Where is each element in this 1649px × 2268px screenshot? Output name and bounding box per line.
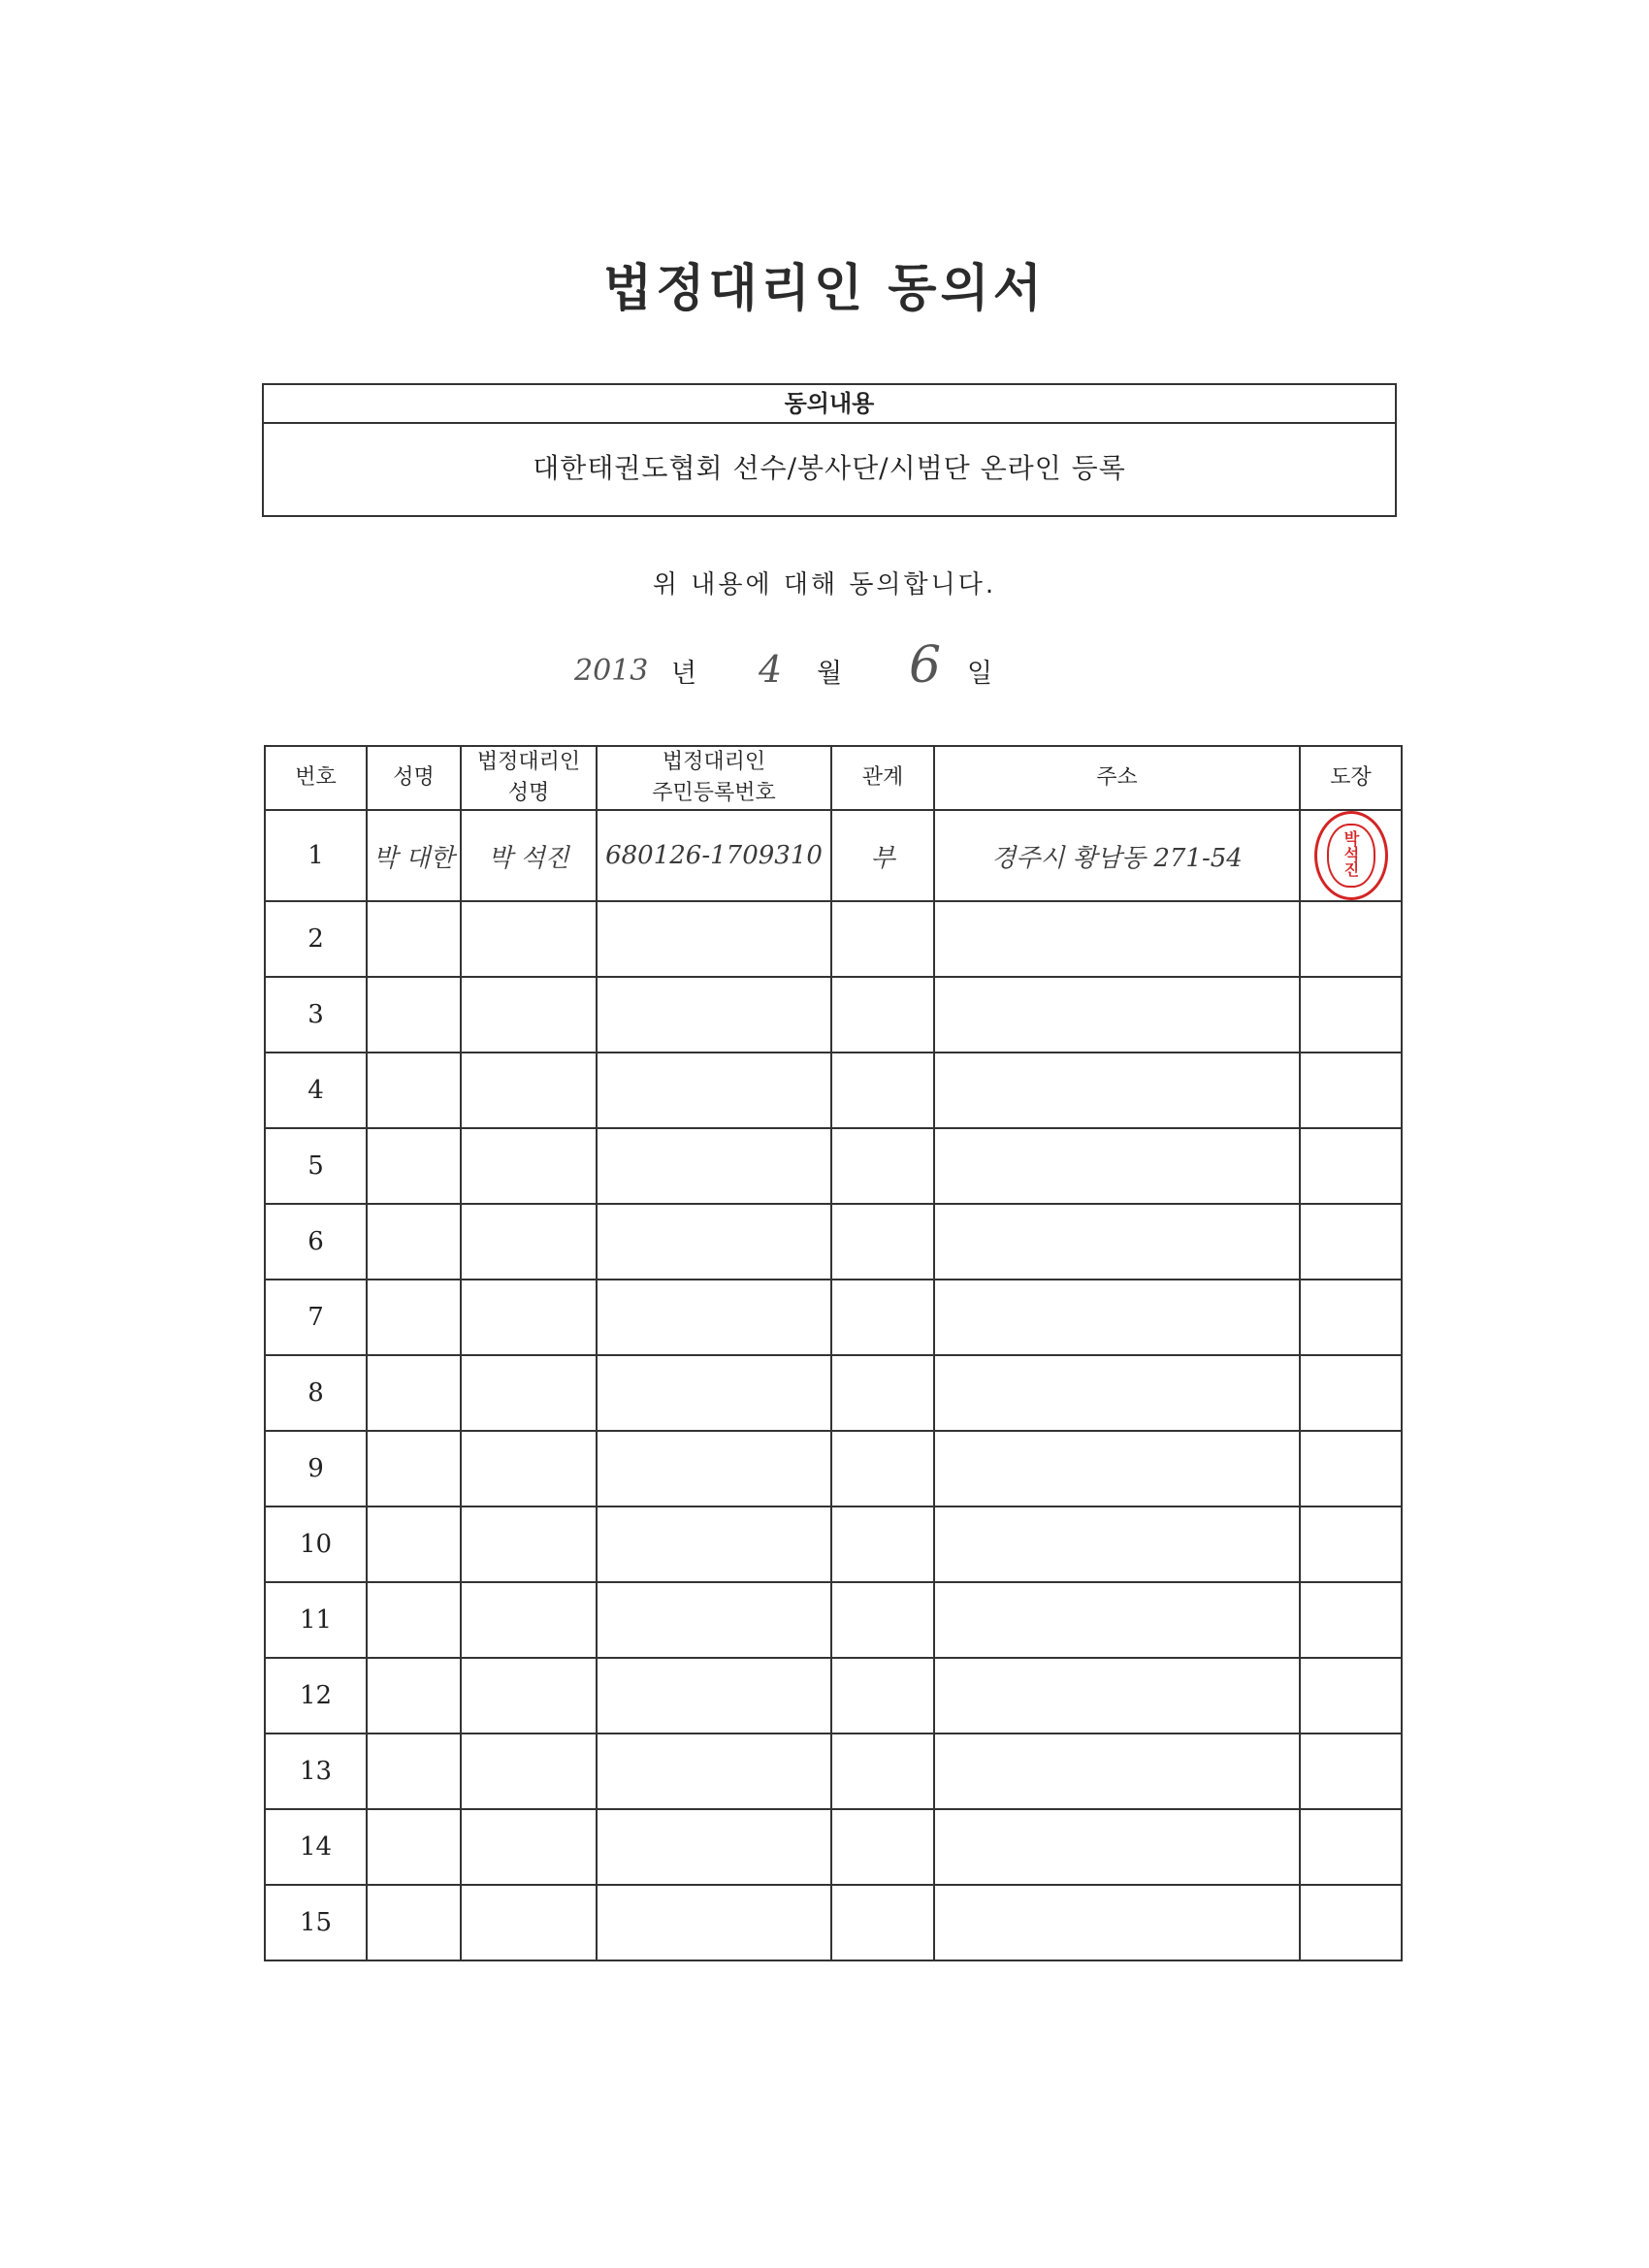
cell-guardian-name <box>461 1431 597 1507</box>
cell-guardian-id <box>597 1507 831 1582</box>
table-row <box>265 1355 1402 1431</box>
cell-name <box>367 1582 461 1658</box>
cell-name <box>367 1809 461 1885</box>
header-guardian-id-label: 법정대리인 주민등록번호 <box>652 750 776 805</box>
cell-address <box>934 1733 1300 1809</box>
cell-relation <box>831 1885 934 1960</box>
cell-name <box>367 1280 461 1355</box>
cell-address <box>934 1582 1300 1658</box>
cell-no: 9 <box>265 1431 367 1507</box>
table-row <box>265 1280 1402 1355</box>
cell-guardian-id <box>597 1053 831 1128</box>
cell-name <box>367 1885 461 1960</box>
cell-seal <box>1300 1658 1402 1733</box>
table-row <box>265 1809 1402 1885</box>
cell-guardian-name <box>461 1658 597 1733</box>
cell-seal <box>1300 1733 1402 1809</box>
date-year-handwritten: 2013 <box>574 654 649 688</box>
header-guardian-name-label: 법정대리인 성명 <box>476 750 581 805</box>
cell-guardian-id <box>597 1809 831 1885</box>
cell-seal <box>1300 1204 1402 1280</box>
header-address <box>934 746 1300 810</box>
cell-address <box>934 1658 1300 1733</box>
cell-no: 2 <box>265 901 367 977</box>
header-guardian-id <box>597 746 831 810</box>
cell-address <box>934 1507 1300 1582</box>
cell-guardian-name <box>461 1128 597 1204</box>
cell-address <box>934 1809 1300 1885</box>
cell-seal <box>1300 1507 1402 1582</box>
table-row <box>265 977 1402 1053</box>
header-no-label: 번호 <box>295 765 337 790</box>
header-relation <box>831 746 934 810</box>
cell-address <box>934 1431 1300 1507</box>
cell-no: 3 <box>265 977 367 1053</box>
cell-name <box>367 901 461 977</box>
header-address-label: 주소 <box>1096 765 1138 790</box>
cell-name <box>367 1204 461 1280</box>
cell-no: 14 <box>265 1809 367 1885</box>
cell-guardian-name <box>461 1053 597 1128</box>
cell-guardian-name <box>461 1280 597 1355</box>
cell-guardian-id <box>597 1280 831 1355</box>
cell-address <box>934 1280 1300 1355</box>
table-row <box>265 1204 1402 1280</box>
guardian-table <box>264 745 1403 1961</box>
table-row <box>265 1507 1402 1582</box>
cell-relation <box>831 1733 934 1809</box>
cell-guardian-name <box>461 901 597 977</box>
cell-name <box>367 977 461 1053</box>
header-seal <box>1300 746 1402 810</box>
cell-guardian-name <box>461 1885 597 1960</box>
cell-relation <box>831 977 934 1053</box>
header-name <box>367 746 461 810</box>
cell-seal <box>1300 1128 1402 1204</box>
cell-guardian-id <box>597 1658 831 1733</box>
cell-relation <box>831 1809 934 1885</box>
cell-guardian-name <box>461 1355 597 1431</box>
table-row <box>265 1053 1402 1128</box>
table-row <box>265 1582 1402 1658</box>
cell-guardian-name <box>461 977 597 1053</box>
cell-address <box>934 1885 1300 1960</box>
cell-address <box>934 977 1300 1053</box>
cell-name <box>367 1431 461 1507</box>
cell-no: 15 <box>265 1885 367 1960</box>
consent-content-box <box>262 383 1397 517</box>
cell-seal <box>1300 1431 1402 1507</box>
cell-no: 10 <box>265 1507 367 1582</box>
cell-guardian-name: 박 석진 <box>461 810 597 901</box>
cell-no: 11 <box>265 1582 367 1658</box>
table-row <box>265 1658 1402 1733</box>
cell-address <box>934 901 1300 977</box>
agreement-statement: 위 내용에 대해 동의합니다. <box>652 570 997 599</box>
cell-guardian-name <box>461 1507 597 1582</box>
date-month-label: 월 <box>817 659 843 689</box>
cell-guardian-id <box>597 1885 831 1960</box>
seal-stamp <box>1314 811 1388 900</box>
header-no <box>265 746 367 810</box>
date-day-label: 일 <box>967 659 993 689</box>
cell-relation <box>831 1431 934 1507</box>
cell-address <box>934 1053 1300 1128</box>
cell-guardian-name <box>461 1809 597 1885</box>
cell-guardian-id <box>597 1582 831 1658</box>
date-line <box>0 636 1649 708</box>
cell-no: 6 <box>265 1204 367 1280</box>
cell-relation <box>831 901 934 977</box>
table-header-row <box>265 746 1402 810</box>
cell-seal <box>1300 810 1402 901</box>
table-row <box>265 1431 1402 1507</box>
header-guardian-name <box>461 746 597 810</box>
cell-guardian-name <box>461 1204 597 1280</box>
table-row <box>265 1885 1402 1960</box>
cell-address <box>934 1204 1300 1280</box>
header-seal-label: 도장 <box>1330 765 1372 790</box>
cell-address <box>934 1128 1300 1204</box>
cell-relation <box>831 1582 934 1658</box>
consent-content-text: 대한태권도협회 선수/봉사단/시범단 온라인 등록 <box>533 452 1126 484</box>
header-relation-label: 관계 <box>861 765 904 790</box>
cell-seal <box>1300 1053 1402 1128</box>
cell-name <box>367 1658 461 1733</box>
cell-name <box>367 1355 461 1431</box>
cell-no: 12 <box>265 1658 367 1733</box>
cell-no: 13 <box>265 1733 367 1809</box>
cell-name <box>367 1128 461 1204</box>
consent-content-header: 동의내용 <box>264 385 1395 424</box>
cell-no: 8 <box>265 1355 367 1431</box>
cell-relation <box>831 1280 934 1355</box>
cell-seal <box>1300 1809 1402 1885</box>
cell-no: 5 <box>265 1128 367 1204</box>
date-year-label: 년 <box>671 659 697 689</box>
cell-relation <box>831 1204 934 1280</box>
cell-address <box>934 1355 1300 1431</box>
cell-guardian-id <box>597 1431 831 1507</box>
cell-guardian-id <box>597 1733 831 1809</box>
date-day-handwritten: 6 <box>909 636 942 695</box>
table-row <box>265 1128 1402 1204</box>
cell-name <box>367 1507 461 1582</box>
cell-name <box>367 1053 461 1128</box>
page-title: 법정대리인 동의서 <box>603 259 1046 318</box>
cell-relation: 부 <box>831 810 934 901</box>
cell-guardian-id <box>597 1128 831 1204</box>
cell-seal <box>1300 1582 1402 1658</box>
cell-guardian-id <box>597 977 831 1053</box>
cell-no: 4 <box>265 1053 367 1128</box>
cell-name: 박 대한 <box>367 810 461 901</box>
cell-no: 1 <box>265 810 367 901</box>
header-name-label: 성명 <box>393 765 435 790</box>
cell-seal <box>1300 901 1402 977</box>
cell-relation <box>831 1507 934 1582</box>
cell-name <box>367 1733 461 1809</box>
cell-seal <box>1300 1355 1402 1431</box>
cell-address: 경주시 황남동 271-54 <box>934 810 1300 901</box>
cell-seal <box>1300 977 1402 1053</box>
cell-relation <box>831 1355 934 1431</box>
table-row <box>265 901 1402 977</box>
cell-guardian-name <box>461 1733 597 1809</box>
cell-seal <box>1300 1280 1402 1355</box>
cell-guardian-id <box>597 901 831 977</box>
table-row <box>265 810 1402 901</box>
cell-relation <box>831 1658 934 1733</box>
cell-guardian-id: 680126-1709310 <box>597 810 831 901</box>
date-month-handwritten: 4 <box>759 648 783 691</box>
cell-guardian-id <box>597 1204 831 1280</box>
cell-guardian-name <box>461 1582 597 1658</box>
table-row <box>265 1733 1402 1809</box>
cell-relation <box>831 1053 934 1128</box>
cell-guardian-id <box>597 1355 831 1431</box>
cell-relation <box>831 1128 934 1204</box>
seal-stamp-text: 박석진 <box>1342 830 1360 877</box>
cell-no: 7 <box>265 1280 367 1355</box>
cell-seal <box>1300 1885 1402 1960</box>
